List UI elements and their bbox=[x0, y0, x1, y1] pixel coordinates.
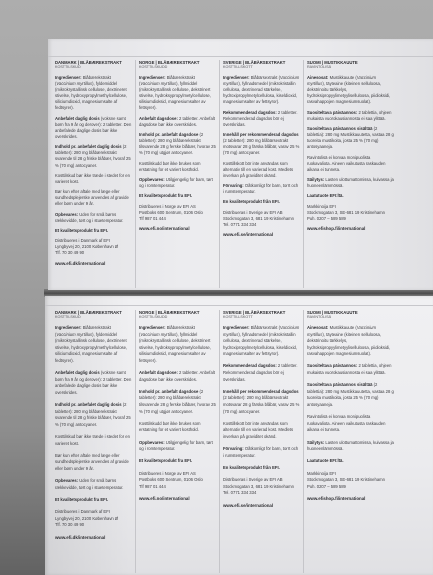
column-norge bbox=[135, 310, 219, 573]
latin-name: Vaccinium myrtillus bbox=[307, 74, 376, 86]
text-run: ), täyteaine (kiteinen selluloosa, dekstrinoitu tärkkelys, hydroksipropyylimetyyliselluloosa, piidioksidi, rasvahappojen magnesiumsuolat). bbox=[307, 331, 391, 357]
text-run: Distribueres i Norge av EFI AS Postboks 600 Sentrum, 0106 Oslo Tlf 987 01 444 bbox=[139, 470, 203, 489]
latin-name: Vaccinium myrtillus bbox=[307, 324, 376, 337]
paragraph bbox=[55, 509, 132, 529]
bold-lead: Rekommenderad dagsdos: bbox=[223, 109, 277, 115]
bold-lead: Ingredienser: bbox=[223, 324, 250, 330]
paragraph bbox=[139, 75, 216, 112]
paragraph bbox=[307, 325, 395, 358]
bold-lead: Laatutuote EFI:ltä. bbox=[307, 458, 344, 464]
bold-lead: Et kvalitetsprodukt fra EFI. bbox=[55, 228, 109, 233]
text-run: Blåbærekstrakt ( bbox=[55, 324, 111, 337]
column-header: NORGE | BLÅBÆREKSTRAKT bbox=[139, 310, 200, 315]
text-run: (2 tablettia): 280 mg Mustikkauutetta, vastaa 28 g tuoreita mustikoita, josta 25 % (70 mg) antosyaaneja. bbox=[307, 125, 394, 150]
text-run: Distribueres i Danmark af EFI Lyngbyvej 20, 2100 København Ø Tlf. 70 30 49 90 bbox=[55, 238, 119, 256]
paragraph bbox=[223, 465, 300, 472]
text-run: Utilgjengelig for barn, tørt og i romtemperatur. bbox=[139, 439, 213, 452]
bold-lead: Suositeltava päiväannos sisältää bbox=[307, 382, 373, 388]
column-danmark bbox=[55, 60, 135, 288]
text-run: (2 tabletter): 280 mg blåbärsextrakt motsvarar 28 g färska blåbär, varav 25 % (70 mg) antocyaner. bbox=[223, 395, 300, 414]
paragraph bbox=[139, 161, 216, 173]
text-run: Distribueras i Sverige av EFI AB Stockmogatan 3, 681 19 Kristinehamn Tel. 0771 334 334 bbox=[223, 209, 294, 227]
paragraph bbox=[55, 116, 132, 140]
latin-name: Vaccinium myrtillus bbox=[223, 74, 300, 86]
paragraph bbox=[223, 446, 300, 459]
paragraph bbox=[139, 116, 216, 128]
column-header: SVERIGE | BLÅBÄRSEXTRAKT bbox=[223, 60, 286, 65]
website-url: www.efi.dk/international bbox=[55, 260, 106, 266]
bold-lead: Suositeltava päiväannos: bbox=[307, 363, 358, 369]
text-run: Kosttilskudd bør ikke brukes som erstatning for et variert kosthold. bbox=[139, 420, 201, 433]
bold-lead: Rekommenderad dagsdos: bbox=[223, 363, 277, 369]
text-run: 2 tablettia, ohjeen mukaista vuorokausiannosta ei saa ylittää. bbox=[307, 109, 392, 121]
bold-lead: Suositeltava päiväannos sisältää bbox=[307, 125, 373, 131]
bold-lead: Ainesosat: bbox=[307, 324, 329, 330]
text-run: Bør kun efter aftale med læge eller sundhedsplejerske anvendes af gravide eller børn under 9 år. bbox=[55, 452, 129, 471]
bold-lead: Indhold pr. anbefalet daglig dosis bbox=[55, 144, 122, 150]
paragraph bbox=[223, 363, 300, 383]
paragraph bbox=[55, 434, 132, 447]
text-run: Oåtkomligt för barn, torrt och i rumstemperatur. bbox=[223, 446, 299, 458]
paragraph bbox=[55, 402, 132, 428]
paragraph bbox=[55, 478, 132, 491]
text-run: Blåbärsextrakt ( bbox=[249, 324, 281, 330]
bold-lead: Ingredienser: bbox=[55, 324, 82, 330]
bold-lead: Opbevares: bbox=[55, 211, 79, 217]
bold-lead: Et kvalitetsprodukt fra EFI. bbox=[139, 193, 193, 199]
column-header: DANMARK | BLÅBÆREKSTRAKT bbox=[55, 310, 122, 315]
paragraph bbox=[223, 389, 300, 415]
text-run: Kosttilskud bør ikke træde i stedet for en varieret kost. bbox=[55, 434, 130, 446]
paragraph bbox=[55, 144, 132, 168]
text-run: Blåbærekstrakt ( bbox=[139, 74, 195, 86]
bold-lead: En kvalitetsprodukt från EFI. bbox=[223, 464, 280, 470]
text-run: Lasten ulottumattomissa, kuivassa ja huoneenlämmössä. bbox=[307, 439, 394, 452]
text-run: Mustikkauute ( bbox=[328, 324, 357, 330]
paragraph bbox=[223, 132, 300, 156]
text-run: Markkinoija EFI Stockmogatan 3, SE-681 19 Kristinehamn Puh. 0207 – 589 589 bbox=[307, 470, 385, 489]
text-run: Uden for små børns rækkevidde, tørt og i stuetemperatur. bbox=[55, 211, 124, 223]
text-run: (voksne samt børn fra 9 år og derover): 2 tabletter. Den anbefalede daglige dosis bør ikke overskrides. bbox=[55, 370, 132, 395]
paragraph bbox=[223, 421, 300, 441]
latin-name: Vaccinium myrtillus bbox=[56, 331, 93, 337]
paragraph bbox=[307, 177, 395, 189]
paragraph bbox=[307, 363, 395, 376]
paragraph bbox=[139, 204, 216, 222]
text-run: ), fyllmiddel (mikrokrystallinsk cellulose, dekstrinert stivelse, hydroksypropylmetylcellulose, silisiumdioksid, magnesiumsalter av fettsyrer). bbox=[139, 331, 211, 363]
text-run: Distribueres i Danmark af EFI Lyngbyvej 20, 2100 København Ø Tlf. 70 30 49 90 bbox=[55, 509, 119, 528]
text-run: Mustikkauute ( bbox=[328, 74, 357, 80]
paragraph bbox=[307, 471, 395, 491]
paragraph bbox=[307, 75, 395, 105]
bold-lead: Anbefalet daglig dosis bbox=[55, 370, 100, 376]
bold-lead: Ingredienser: bbox=[223, 74, 250, 80]
bold-lead: Innhold pr. anbefalt dagsdose bbox=[139, 132, 199, 138]
text-run: ), täyteaine (kiteinen selluloosa, dekstrinoitu tärkkelys, hydroksipropyylimetyyliselluloosa, piidioksidi, rasvahappojen magnesiumsuolat). bbox=[307, 81, 391, 105]
paragraph bbox=[55, 212, 132, 224]
bold-lead: Innehåll per rekommenderad dagsdos bbox=[223, 132, 299, 138]
text-run: (2 tabletter): 280 mg blåbærekstrakt tilsvarende 28 g ferske blåbær, hvorav 25 % (70 mg) utgjør antocyaner. bbox=[139, 132, 216, 156]
text-run: Lasten ulottumattomissa, kuivassa ja huoneenlämmössä. bbox=[307, 176, 394, 189]
column-suomi bbox=[303, 310, 398, 573]
bold-lead: Ingredienser: bbox=[139, 324, 166, 330]
bold-lead: Förvaring: bbox=[223, 183, 244, 189]
text-run: (2 tabletter): 280 mg blåbærekstrakt tilsvarende 28 g ferske blåbær, hvorav 25 % (70 mg) utgjør antocyaner. bbox=[139, 388, 216, 414]
website-url: www.efishop.fi/international bbox=[307, 226, 366, 232]
paragraph bbox=[139, 389, 216, 415]
bold-lead: Et kvalitetsprodukt fra EFI. bbox=[139, 458, 193, 464]
column-category: KOSTTILSKUDD bbox=[139, 65, 168, 70]
text-run: (2 tabletter): 280 mg blåbärsextrakt motsvarar 28 g färska blåbär, varav 25 % (70 mg) antocyaner. bbox=[223, 138, 300, 156]
text-run: (2 tabletter): 280 mg blåbærekstrakt svarende til 28 g friske blåbær, hvoraf 25 % (70 mg) antocyaner. bbox=[55, 144, 131, 168]
text-run: Blåbærekstrakt ( bbox=[139, 324, 195, 337]
bold-lead: Suositeltava päiväannos: bbox=[307, 109, 358, 115]
text-run: Kosttilskudd bør ikke brukes som erstatning for et variert kosthold. bbox=[139, 160, 201, 172]
column-category: KOSTTILSKUD bbox=[55, 315, 81, 320]
bold-lead: Säilytys: bbox=[307, 176, 325, 182]
column-sverige bbox=[219, 60, 303, 288]
website-url: www.efi.no/international bbox=[139, 226, 190, 232]
bold-lead: Innhold pr. anbefalt dagsdose bbox=[139, 388, 199, 394]
column-header: DANMARK | BLÅBÆREKSTRAKT bbox=[55, 60, 122, 65]
bold-lead: Laatutuote EFI:ltä. bbox=[307, 193, 344, 199]
paragraph bbox=[55, 370, 132, 396]
bold-lead: Ainesosat: bbox=[307, 74, 329, 80]
text-run: Markkinoija EFI Stockmogatan 3, SE-681 19 Kristinehamn Puh. 0207 – 589 589 bbox=[307, 203, 385, 221]
text-run: Kosttillskott bör inte användas som alternativ till en varierad kost. Medlets inverkan på graviditet okänd. bbox=[223, 420, 294, 439]
text-run: Kosttillskott bör inte användas som alternativ till en varierad kost. Medlets inverkan på graviditet okänd. bbox=[223, 160, 294, 178]
paragraph bbox=[139, 440, 216, 453]
text-run: 2 tabletter. Anbefalt dagsdose bør ikke overskrides. bbox=[139, 370, 215, 382]
text-run: 2 tablettia, ohjeen mukaista vuorokausiannosta ei saa ylittää. bbox=[307, 363, 392, 376]
text-run: Oåtkomligt för barn, torrt och i rumstemperatur. bbox=[223, 183, 299, 195]
text-run: Bør kun efter aftale med læge eller sundhedsplejerske anvendes af gravide eller børn under 9 år. bbox=[55, 189, 129, 207]
paragraph bbox=[139, 471, 216, 491]
paragraph bbox=[223, 161, 300, 179]
paragraph bbox=[223, 75, 300, 105]
bold-lead: Säilytys: bbox=[307, 439, 325, 445]
bold-lead: Innehåll per rekommenderad dagsdos bbox=[223, 388, 299, 394]
paragraph bbox=[55, 189, 132, 207]
paragraph bbox=[139, 421, 216, 434]
package-box-top bbox=[48, 39, 433, 290]
text-run: ), fyllnadsmedel (mikrokristallin cellulosa, dextrinerad stärkelse, hydroxipropylmetylcellulosa, kiseldioxid, magnesiumsalter av fettsyror). bbox=[223, 81, 298, 105]
column-header: SUOMI | MUSTIKKAUUTE bbox=[307, 310, 358, 315]
text-run: 2 tabletter. Anbefalt dagsdose bør ikke overskrides. bbox=[139, 115, 215, 127]
paragraph bbox=[223, 325, 300, 358]
text-run: Distribueres i Norge av EFI AS Postboks 600 Sentrum, 0106 Oslo Tlf 987 01 444 bbox=[139, 203, 203, 221]
column-category: KOSTTILSKUD bbox=[55, 65, 81, 70]
column-norge bbox=[135, 60, 219, 288]
column-suomi bbox=[303, 60, 398, 288]
website-url: www.efi.no/international bbox=[139, 495, 190, 501]
text-run: ), fyldemiddel (mikrokrystallinsk cellulose, dextrineret stivelse, hydroxypropylmethylcellulose, siliciumdioxid, magnesiumsalte af fedtsyrer). bbox=[55, 81, 128, 111]
bold-lead: Oppbevares: bbox=[139, 176, 165, 182]
paragraph bbox=[223, 183, 300, 195]
column-category: KOSTTILLSKOTT bbox=[223, 315, 253, 320]
text-run: Uden for små børns rækkevidde, tørt og i stuetemperatur. bbox=[55, 478, 124, 490]
label-columns bbox=[55, 310, 398, 573]
paragraph bbox=[223, 210, 300, 228]
paragraph bbox=[55, 497, 132, 504]
paragraph bbox=[55, 238, 132, 256]
paragraph bbox=[307, 155, 395, 173]
bold-lead: Anbefalet daglig dosis bbox=[55, 115, 100, 121]
column-sverige bbox=[219, 310, 303, 573]
text-run: (voksne samt børn fra 9 år og derover): 2 tabletter. Den anbefalede daglige dosis bør ikke overskrides. bbox=[55, 115, 132, 139]
text-run: ), fyllmiddel (mikrokrystallinsk cellulose, dekstrinert stivelse, hydroksypropylmetylcellulose, silisiumdioksid, magnesiumsalter av fettsyrer). bbox=[139, 81, 211, 111]
text-run: 2 tabletter. Rekommenderad dagsdos bör ej överskridas. bbox=[223, 109, 298, 127]
website-url: www.efi.se/international bbox=[223, 232, 274, 238]
text-run: Ravintolisä ei korvaa monipuolista ruokavaliota. Aineen vaikutusta raskauden aikana ei tunneta. bbox=[307, 154, 386, 172]
column-category: RAVINTOLISÄ bbox=[307, 315, 332, 320]
text-run: (2 tablettia): 280 mg Mustikkauutetta, vastaa 28 g tuoreita mustikoita, josta 25 % (70 mg) antosyaaneja. bbox=[307, 382, 394, 408]
paragraph bbox=[307, 110, 395, 122]
paragraph bbox=[223, 110, 300, 128]
latin-name: Vaccinium myrtillus bbox=[140, 81, 177, 86]
bold-lead: Ingredienser: bbox=[139, 74, 166, 80]
paragraph bbox=[307, 204, 395, 222]
website-url: www.efishop.fi/international bbox=[307, 495, 366, 501]
paragraph bbox=[139, 458, 216, 465]
paragraph bbox=[139, 193, 216, 199]
paragraph bbox=[307, 440, 395, 453]
box-top-edge bbox=[45, 305, 433, 306]
website-url: www.efi.dk/international bbox=[55, 534, 106, 540]
paragraph bbox=[55, 228, 132, 234]
bold-lead: Indhold pr. anbefalet daglig dosis bbox=[55, 402, 122, 408]
paragraph bbox=[307, 193, 395, 199]
bold-lead: Ingredienser: bbox=[55, 74, 82, 80]
column-danmark bbox=[55, 310, 135, 573]
text-run: Ravintolisä ei korvaa monipuolista ruokavaliota. Aineen vaikutusta raskauden aikana ei tunneta. bbox=[307, 414, 386, 433]
paragraph bbox=[139, 132, 216, 156]
label-columns bbox=[55, 60, 398, 288]
paragraph bbox=[307, 382, 395, 408]
text-run: Kosttilskud bør ikke træde i stedet for en varieret kost. bbox=[55, 172, 130, 184]
bold-lead: Anbefalt dagsdose: bbox=[139, 370, 178, 376]
package-box-bottom bbox=[45, 296, 433, 575]
bold-lead: En kvalitetsprodukt från EFI. bbox=[223, 199, 280, 205]
column-header: SUOMI | MUSTIKKAUUTE bbox=[307, 60, 358, 65]
column-category: KOSTTILSKUDD bbox=[139, 315, 168, 320]
paragraph bbox=[139, 370, 216, 383]
paragraph bbox=[307, 458, 395, 465]
text-run: 2 tabletter. Rekommenderad dagsdos bör ej överskridas. bbox=[223, 363, 298, 382]
text-run: (2 tabletter): 280 mg blåbærekstrakt svarende til 28 g friske blåbær, hvoraf 25 % (70 mg) antocyaner. bbox=[55, 402, 131, 427]
bold-lead: Förvaring: bbox=[223, 446, 244, 452]
column-header: SVERIGE | BLÅBÄRSEXTRAKT bbox=[223, 310, 286, 315]
website-url: www.efi.se/international bbox=[223, 502, 274, 508]
paragraph bbox=[55, 75, 132, 112]
paragraph bbox=[307, 414, 395, 434]
text-run: ), fyllnadsmedel (mikrokristallin cellulosa, dextrinerad stärkelse, hydroxipropylmetylcellulosa, kiseldioxid, magnesiumsalter av fettsyror). bbox=[223, 331, 298, 357]
paragraph bbox=[55, 173, 132, 185]
bold-lead: Opbevares: bbox=[55, 478, 79, 484]
bold-lead: Et kvalitetsprodukt fra EFI. bbox=[55, 496, 109, 502]
latin-name: Vaccinium myrtillus bbox=[140, 331, 177, 337]
paragraph bbox=[139, 325, 216, 365]
text-run: Blåbærekstrakt ( bbox=[55, 74, 111, 86]
paragraph bbox=[55, 325, 132, 365]
paragraph bbox=[307, 126, 395, 150]
paragraph bbox=[223, 199, 300, 205]
text-run: Distribueras i Sverige av EFI AB Stockmogatan 3, 681 19 Kristinehamn Tel. 0771 334 334 bbox=[223, 477, 294, 496]
text-run: ), fyldemiddel (mikrokrystallinsk cellulose, dextrineret stivelse, hydroxypropylmethylcellulose, siliciumdioxid, magnesiumsalte af fedtsyrer). bbox=[55, 331, 128, 363]
text-run: Utilgjengelig for barn, tørt og i romtemperatur. bbox=[139, 176, 213, 189]
column-category: KOSTTILLSKOTT bbox=[223, 65, 253, 70]
paragraph bbox=[223, 477, 300, 497]
box-top-edge bbox=[48, 56, 433, 57]
latin-name: Vaccinium myrtillus bbox=[223, 324, 300, 337]
column-category: RAVINTOLISÄ bbox=[307, 65, 332, 70]
paragraph bbox=[139, 177, 216, 189]
paragraph bbox=[55, 453, 132, 473]
bold-lead: Anbefalt dagsdose: bbox=[139, 115, 178, 121]
bold-lead: Oppbevares: bbox=[139, 439, 165, 445]
text-run: Blåbärsextrakt ( bbox=[249, 74, 281, 80]
latin-name: Vaccinium myrtillus bbox=[56, 81, 93, 86]
column-header: NORGE | BLÅBÆREKSTRAKT bbox=[139, 60, 200, 65]
